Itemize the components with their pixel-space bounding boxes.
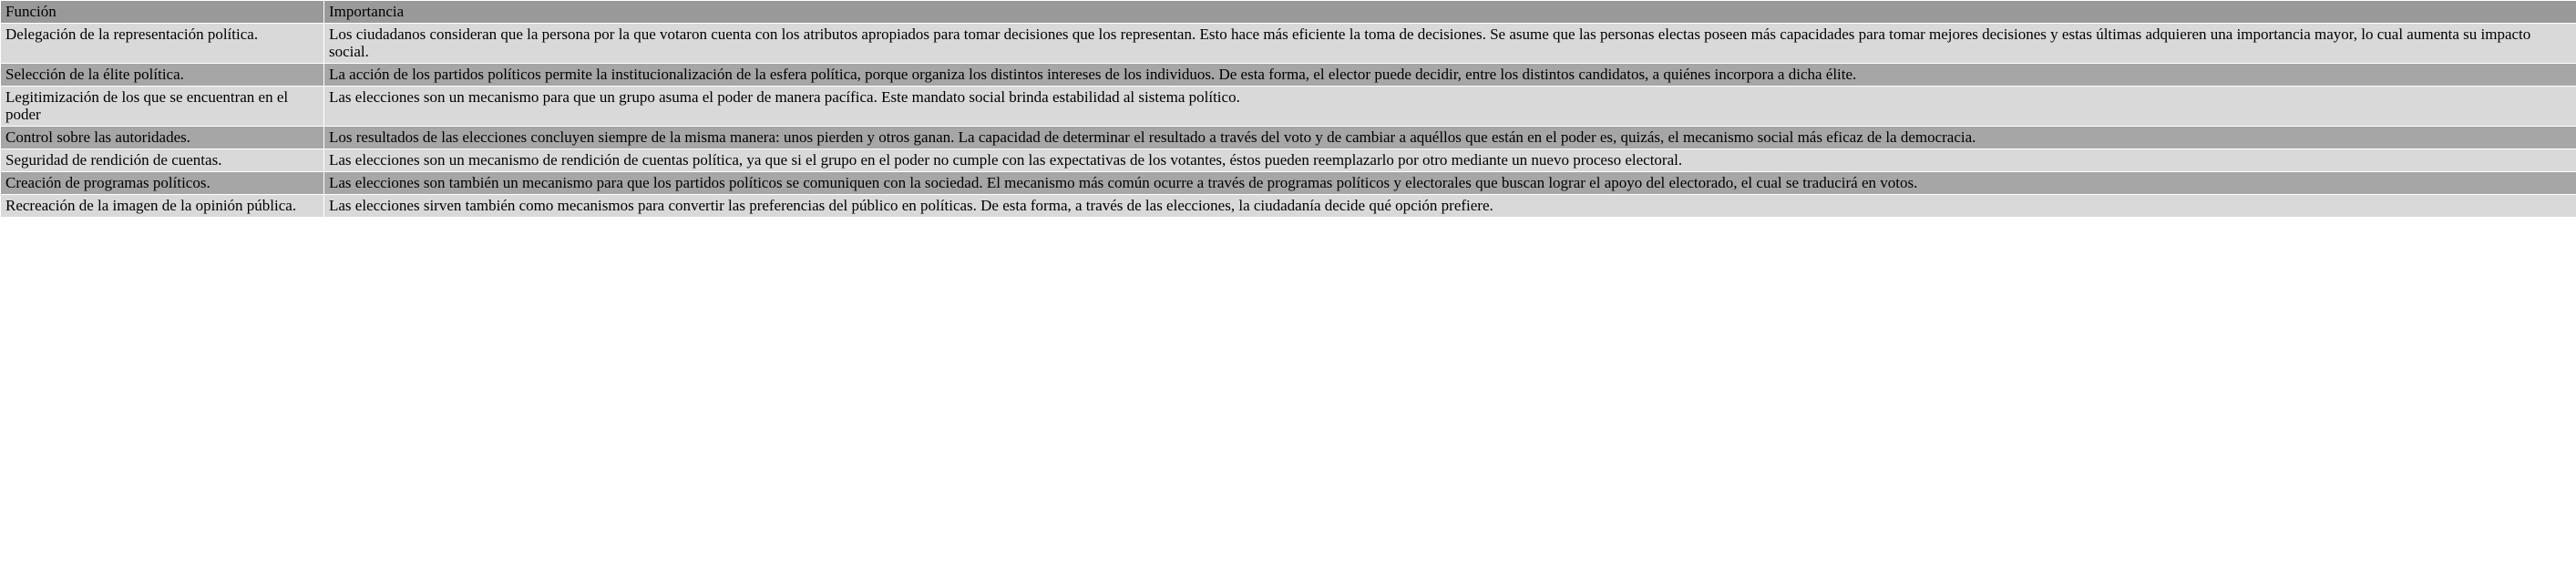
- cell-funcion: Creación de programas políticos.: [1, 172, 324, 195]
- cell-funcion: Seguridad de rendición de cuentas.: [1, 149, 324, 172]
- cell-importancia: Las elecciones son también un mecanismo para que los partidos políticos se comuniquen con la sociedad. El mecanismo más común ocurre a través de programas políticos y electorales que buscan lograr el apoyo del electorado, el cual se traducirá en votos.: [324, 172, 2576, 195]
- functions-table: [0, 0, 2576, 218]
- table-row: [1, 87, 2576, 127]
- table-row: [1, 127, 2576, 149]
- cell-importancia: La acción de los partidos políticos permite la institucionalización de la esfera política, porque organiza los distintos intereses de los individuos. De esta forma, el elector puede decidir, entre los distintos candidatos, a quiénes incorpora a dicha élite.: [324, 64, 2576, 87]
- table-row: [1, 149, 2576, 172]
- cell-funcion: Delegación de la representación política.: [1, 24, 324, 64]
- table-header: [1, 1, 2576, 24]
- column-header-funcion: Función: [1, 1, 324, 24]
- cell-importancia: Los resultados de las elecciones concluyen siempre de la misma manera: unos pierden y otros ganan. La capacidad de determinar el resultado a través del voto y de cambiar a aquéllos que están en el poder es, quizás, el mecanismo social más eficaz de la democracia.: [324, 127, 2576, 149]
- cell-importancia: Las elecciones son un mecanismo de rendición de cuentas política, ya que si el grupo en el poder no cumple con las expectativas de los votantes, éstos pueden reemplazarlo por otro mediante un nuevo proceso electoral.: [324, 149, 2576, 172]
- table-row: [1, 195, 2576, 218]
- cell-funcion: Recreación de la imagen de la opinión pública.: [1, 195, 324, 218]
- table-header-row: [1, 1, 2576, 24]
- table-row: [1, 64, 2576, 87]
- cell-funcion: Legitimización de los que se encuentran en el poder: [1, 87, 324, 127]
- cell-funcion: Selección de la élite política.: [1, 64, 324, 87]
- column-header-importancia: Importancia: [324, 1, 2576, 24]
- table-body: [1, 24, 2576, 218]
- table-row: [1, 172, 2576, 195]
- cell-importancia: Las elecciones son un mecanismo para que un grupo asuma el poder de manera pacífica. Este mandato social brinda estabilidad al sistema político.: [324, 87, 2576, 127]
- cell-funcion: Control sobre las autoridades.: [1, 127, 324, 149]
- cell-importancia: Los ciudadanos consideran que la persona por la que votaron cuenta con los atributos apropiados para tomar decisiones que los representan. Esto hace más eficiente la toma de decisiones. Se asume que las personas electas poseen más capacidades para tomar mejores decisiones y estas últimas adquieren una importancia mayor, lo cual aumenta su impacto social.: [324, 24, 2576, 64]
- functions-table-container: [0, 0, 2576, 218]
- page-whitespace: [0, 218, 2576, 573]
- cell-importancia: Las elecciones sirven también como mecanismos para convertir las preferencias del público en políticas. De esta forma, a través de las elecciones, la ciudadanía decide qué opción prefiere.: [324, 195, 2576, 218]
- table-row: [1, 24, 2576, 64]
